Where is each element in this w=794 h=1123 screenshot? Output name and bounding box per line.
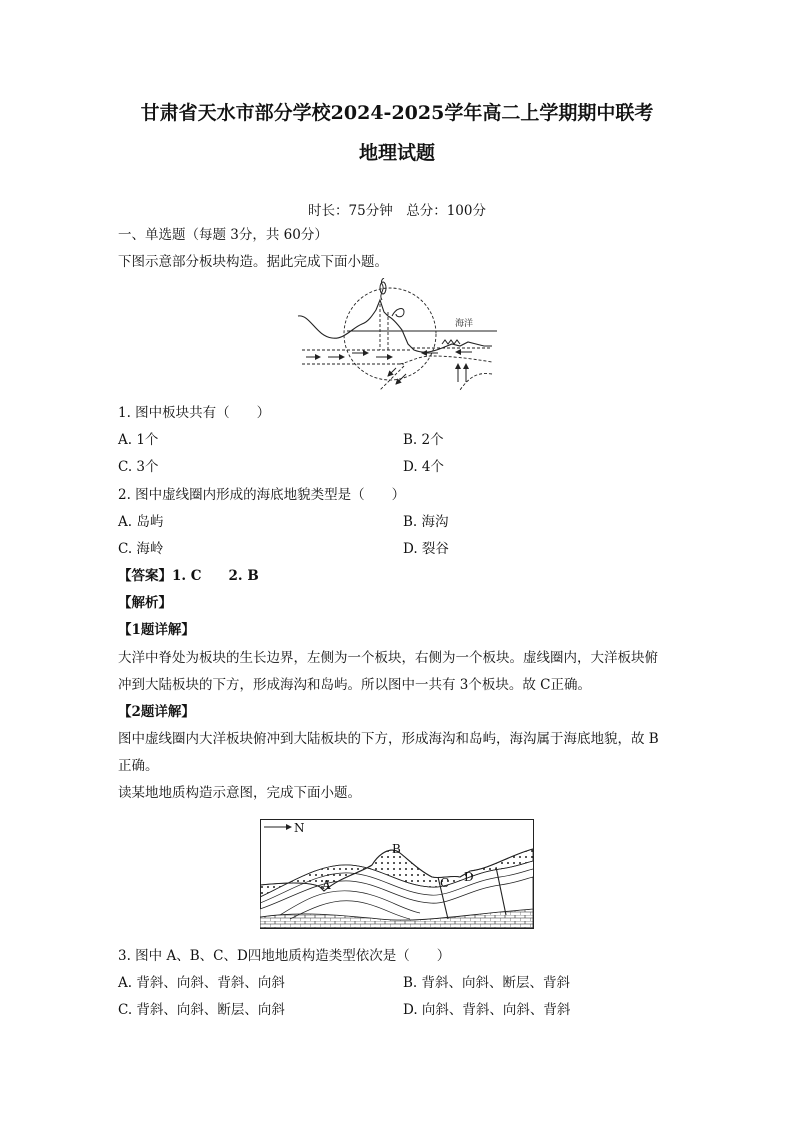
q2-option-a[interactable]: A. 岛屿 [118, 514, 164, 530]
label-a: A [322, 878, 331, 892]
q2-option-c[interactable]: C. 海岭 [118, 541, 164, 557]
label-b: B [392, 842, 401, 856]
q3-stem: 3. 图中 A、B、C、D四地地质构造类型依次是（ ） [118, 948, 451, 964]
page-subtitle: 地理试题 [358, 142, 435, 164]
q3-option-b[interactable]: B. 背斜、向斜、断层、背斜 [403, 975, 571, 991]
north-label: N [294, 821, 305, 835]
section-heading: 一、单选题（每题 3分，共 60分） [118, 227, 328, 243]
question-intro-1: 下图示意部分板块构造。据此完成下面小题。 [118, 254, 388, 270]
label-c: C [440, 876, 450, 890]
q3-option-c[interactable]: C. 背斜、向斜、断层、向斜 [118, 1002, 285, 1018]
question-intro-2: 读某地地质构造示意图，完成下面小题。 [118, 785, 361, 801]
ocean-label: 海洋 [455, 319, 474, 329]
detail1-heading: 【1题详解】 [118, 622, 195, 638]
geologic-structure-figure [260, 819, 534, 929]
q1-option-b[interactable]: B. 2个 [403, 432, 444, 448]
q3-option-d[interactable]: D. 向斜、背斜、向斜、背斜 [403, 1002, 571, 1018]
detail2-text-1: 图中虚线圈内大洋板块俯冲到大陆板块的下方，形成海沟和岛屿，海沟属于海底地貌，故 B [118, 731, 659, 747]
detail1-text-2: 冲到大陆板块的下方，形成海沟和岛屿。所以图中一共有 3个板块。故 C正确。 [118, 677, 591, 693]
plate-tectonics-figure [292, 278, 504, 394]
detail2-heading: 【2题详解】 [118, 704, 195, 720]
analysis-heading: 【解析】 [118, 595, 172, 611]
q2-option-b[interactable]: B. 海沟 [403, 514, 449, 530]
q2-option-d[interactable]: D. 裂谷 [403, 541, 449, 557]
page-title: 甘肃省天水市部分学校2024-2025学年高二上学期期中联考 [140, 102, 654, 124]
detail1-text-1: 大洋中脊处为板块的生长边界，左侧为一个板块，右侧为一个板块。虚线圈内，大洋板块俯 [118, 650, 658, 666]
q1-option-a[interactable]: A. 1个 [118, 432, 159, 448]
q1-stem: 1. 图中板块共有（ ） [118, 405, 271, 421]
q2-stem: 2. 图中虚线圈内形成的海底地貌类型是（ ） [118, 487, 406, 503]
answer-line: 【答案】1. C 2. B [118, 568, 259, 584]
q1-option-c[interactable]: C. 3个 [118, 459, 159, 475]
q1-option-d[interactable]: D. 4个 [403, 459, 445, 475]
exam-meta: 时长：75分钟 总分：100分 [308, 203, 486, 219]
label-d: D [464, 870, 474, 884]
q3-option-a[interactable]: A. 背斜、向斜、背斜、向斜 [118, 975, 285, 991]
detail2-text-2: 正确。 [118, 758, 159, 774]
